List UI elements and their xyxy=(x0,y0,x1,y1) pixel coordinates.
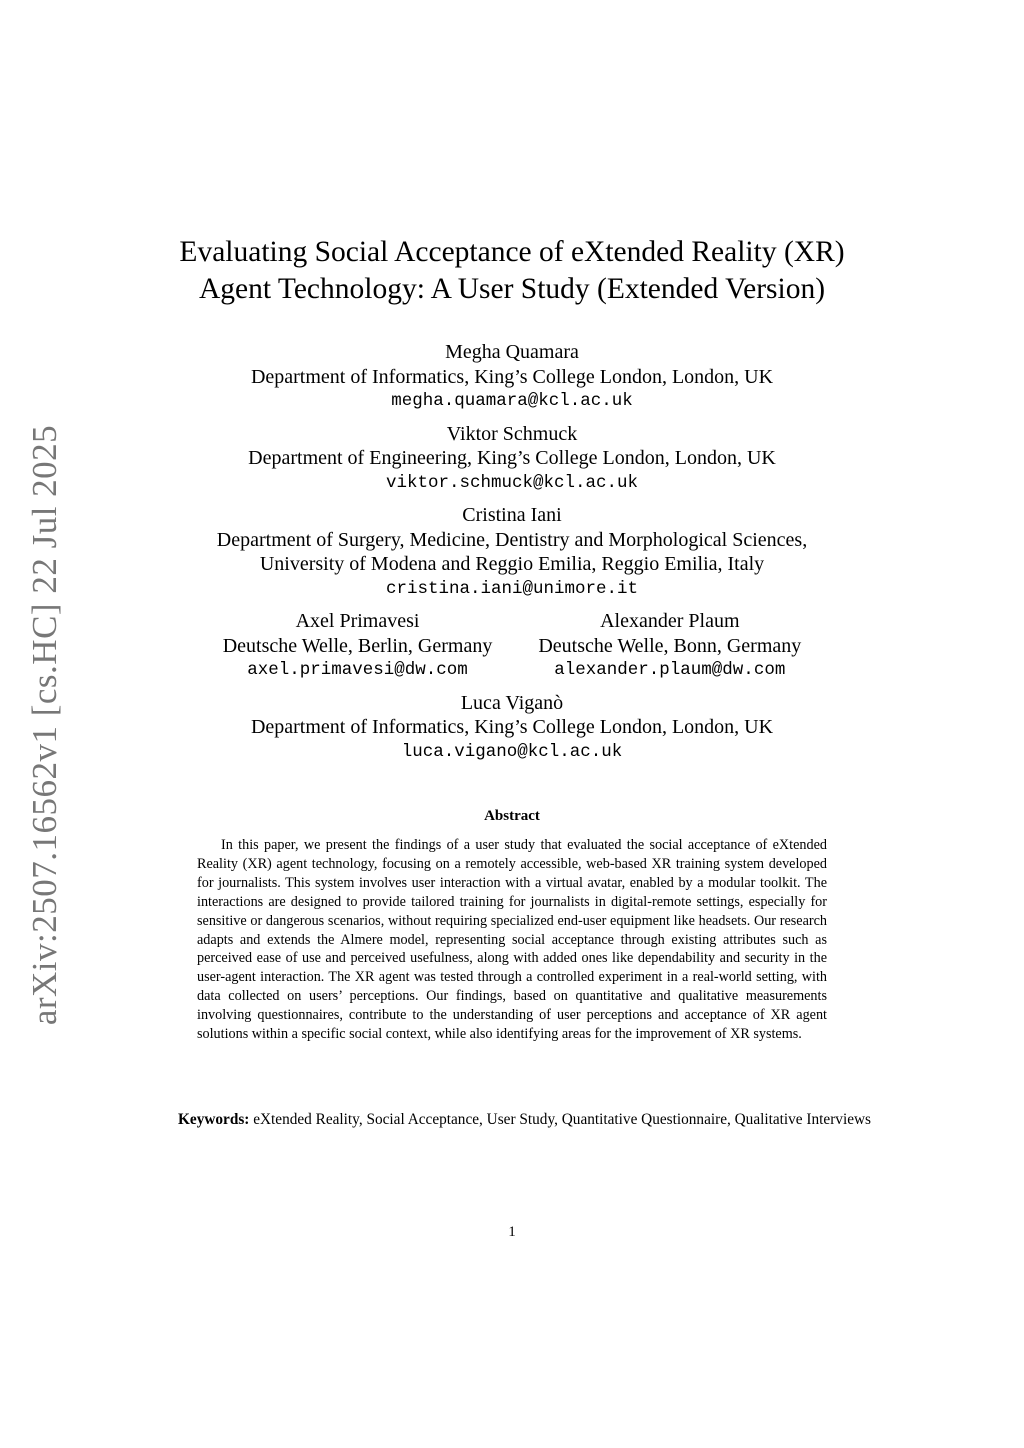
author-affiliation: Department of Informatics, King’s College London, London, UK xyxy=(250,716,774,738)
author-affiliation: Deutsche Welle, Berlin, Germany xyxy=(222,634,493,657)
abstract-heading: Abstract xyxy=(484,808,540,824)
author-name: Axel Primavesi xyxy=(295,610,420,632)
keywords-label: Keywords: xyxy=(178,1111,250,1128)
author-name: Alexander Plaum xyxy=(600,610,740,632)
title-line-2: Agent Technology: A User Study (Extended Version) xyxy=(198,273,826,305)
author-affiliation-line-2: University of Modena and Reggio Emilia, Reggio Emilia, Italy xyxy=(259,553,765,575)
author-row xyxy=(150,609,874,683)
author-email[interactable]: megha.quamara@kcl.ac.uk xyxy=(391,391,633,411)
author-name: Megha Quamara xyxy=(445,341,579,363)
author-affiliation: Department of Engineering, King’s College London, London, UK xyxy=(248,447,776,469)
author-block xyxy=(538,609,801,683)
author-block xyxy=(150,340,874,414)
paper-title xyxy=(150,234,874,308)
author-email[interactable]: alexander.plaum@dw.com xyxy=(554,660,786,680)
author-list xyxy=(150,340,874,772)
author-block xyxy=(150,503,874,601)
author-email[interactable]: viktor.schmuck@kcl.ac.uk xyxy=(385,472,639,493)
keywords-paragraph xyxy=(153,1110,871,1130)
keywords-text: eXtended Reality, Social Acceptance, User Study, Quantitative Questionnaire, Qualitative Interviews xyxy=(253,1111,871,1128)
author-block xyxy=(150,691,874,765)
author-name: Cristina Iani xyxy=(462,504,562,526)
title-line-1: Evaluating Social Acceptance of eXtended Reality (XR) xyxy=(179,236,845,268)
author-name: Viktor Schmuck xyxy=(446,422,578,445)
abstract-text: In this paper, we present the findings of a user study that evaluated the social acceptance of eXtended Reality (XR) agent technology, focusing on a remotely accessible, web-based XR training system developed for journalists. This system involves user interaction with a virtual avatar, enabled by a modular toolkit. The interactions are designed to provide tailored training for journalists in digital-remote settings, especially for sensitive or dangerous scenarios, without requiring specialized end-user equipment like headsets. Our research adapts and extends the Almere model, representing social acceptance through existing attributes such as perceived ease of use and perceived usefulness, along with added ones like dependability and security in the user-agent interaction. The XR agent was tested through a controlled experiment in a real-world setting, with data collected on users’ perceptions. Our findings, based on quantitative and qualitative measurements involving questionnaires, contribute to the understanding of user perceptions and acceptance of XR agent solutions within a specific social context, while also identifying areas for the improvement of XR systems. xyxy=(197,837,827,1043)
author-affiliation: Department of Informatics, King’s College London, London, UK xyxy=(250,365,774,388)
author-name: Luca Viganò xyxy=(460,691,564,714)
author-email[interactable]: luca.vigano@kcl.ac.uk xyxy=(401,741,623,762)
author-affiliation-line-1: Department of Surgery, Medicine, Dentistry and Morphological Sciences, xyxy=(216,528,808,551)
author-block xyxy=(150,422,874,496)
author-affiliation: Deutsche Welle, Bonn, Germany xyxy=(538,634,802,657)
author-email[interactable]: cristina.iani@unimore.it xyxy=(385,578,639,599)
author-block xyxy=(223,609,493,683)
page-number: 1 xyxy=(508,1224,516,1240)
arxiv-identifier-stamp: arXiv:2507.16562v1 [cs.HC] 22 Jul 2025 xyxy=(25,424,64,1026)
author-email[interactable]: axel.primavesi@dw.com xyxy=(247,660,468,680)
